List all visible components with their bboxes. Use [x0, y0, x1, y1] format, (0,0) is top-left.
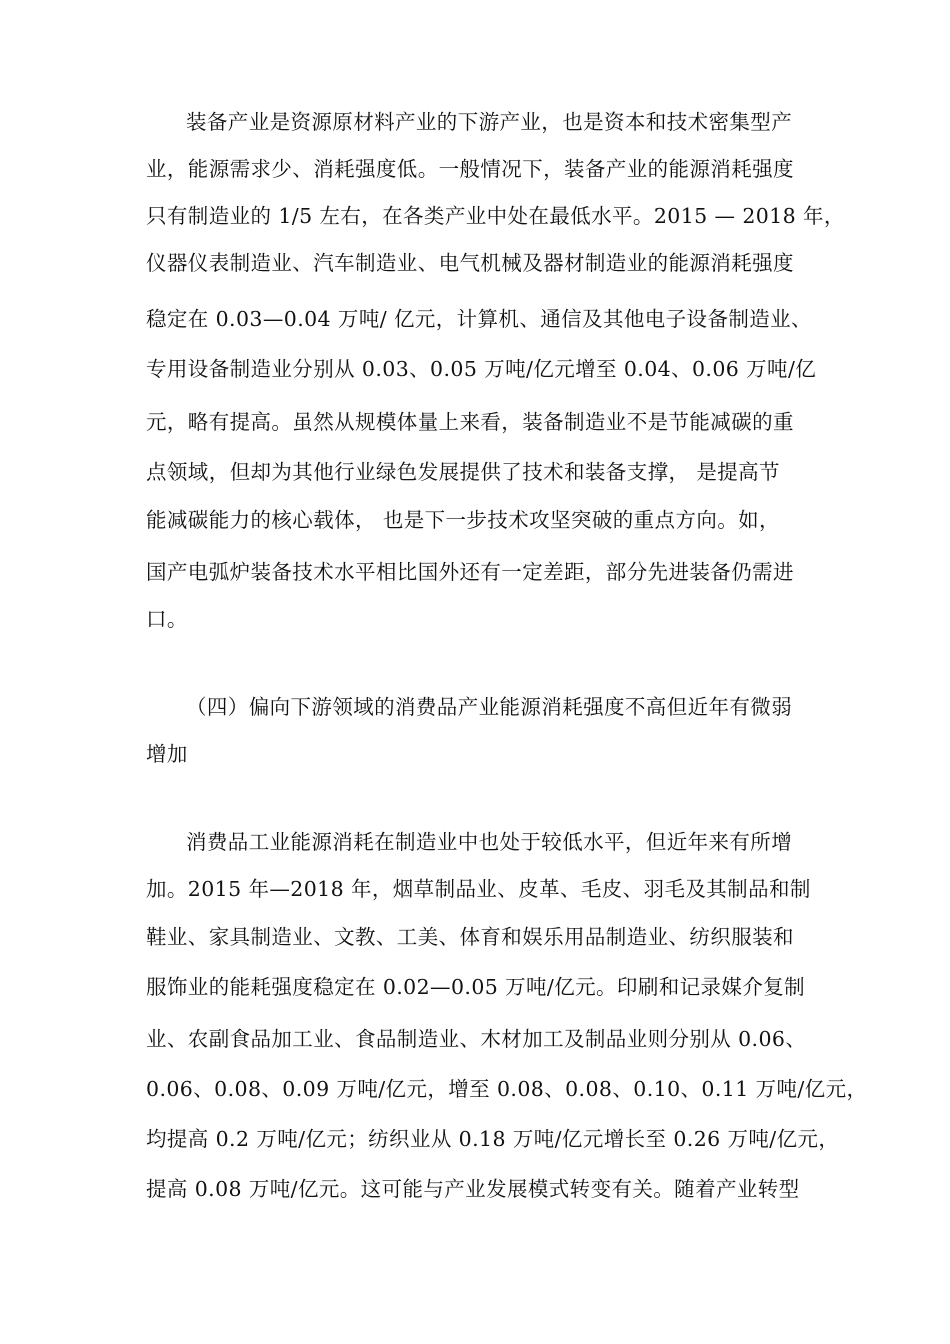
text-line: 只有制造业的 1/5 左右，在各类产业中处在最低水平。2015 — 2018 年， [146, 204, 845, 228]
text-line: 加。2015 年—2018 年，烟草制品业、皮革、毛皮、羽毛及其制品和制 [146, 877, 811, 901]
text-line: 专用设备制造业分别从 0.03、0.05 万吨/亿元增至 0.04、0.06 万吨/亿 [146, 357, 817, 381]
text-line: 仪器仪表制造业、汽车制造业、电气机械及器材制造业的能源消耗强度 [146, 251, 794, 275]
text-line: 装备产业是资源原材料产业的下游产业，也是资本和技术密集型产 [186, 110, 793, 134]
text-line: 业，能源需求少、消耗强度低。一般情况下，装备产业的能源消耗强度 [146, 157, 794, 181]
text-line: 服饰业的能耗强度稳定在 0.02—0.05 万吨/亿元。印刷和记录媒介复制 [146, 975, 806, 999]
text-line: 国产电弧炉装备技术水平相比国外还有一定差距，部分先进装备仍需进 [146, 560, 794, 584]
text-line: 鞋业、家具制造业、文教、工美、体育和娱乐用品制造业、纺织服装和 [146, 925, 794, 949]
text-line: 点领域，但却为其他行业绿色发展提供了技术和装备支撑， 是提高节 [146, 460, 780, 484]
text-line: 口。 [146, 607, 188, 631]
text-line: 元，略有提高。虽然从规模体量上来看，装备制造业不是节能减碳的重 [146, 410, 794, 434]
text-line: 能减碳能力的核心载体， 也是下一步技术攻坚突破的重点方向。如， [146, 508, 780, 532]
heading-line: 增加 [146, 742, 188, 766]
text-line: 稳定在 0.03—0.04 万吨/ 亿元，计算机、通信及其他电子设备制造业、 [146, 307, 812, 331]
text-line: 消费品工业能源消耗在制造业中也处于较低水平，但近年来有所增 [186, 830, 793, 854]
text-line: 0.06、0.08、0.09 万吨/亿元，增至 0.08、0.08、0.10、0.11 万吨/亿元， [146, 1077, 868, 1101]
text-line: 业、农副食品加工业、食品制造业、木材加工及制品业则分别从 0.06、 [146, 1027, 807, 1051]
text-line: 提高 0.08 万吨/亿元。这可能与产业发展模式转变有关。随着产业转型 [146, 1177, 800, 1201]
heading-line: （四）偏向下游领域的消费品产业能源消耗强度不高但近年有微弱 [186, 695, 793, 719]
text-line: 均提高 0.2 万吨/亿元；纺织业从 0.18 万吨/亿元增长至 0.26 万吨/亿元， [146, 1127, 840, 1151]
